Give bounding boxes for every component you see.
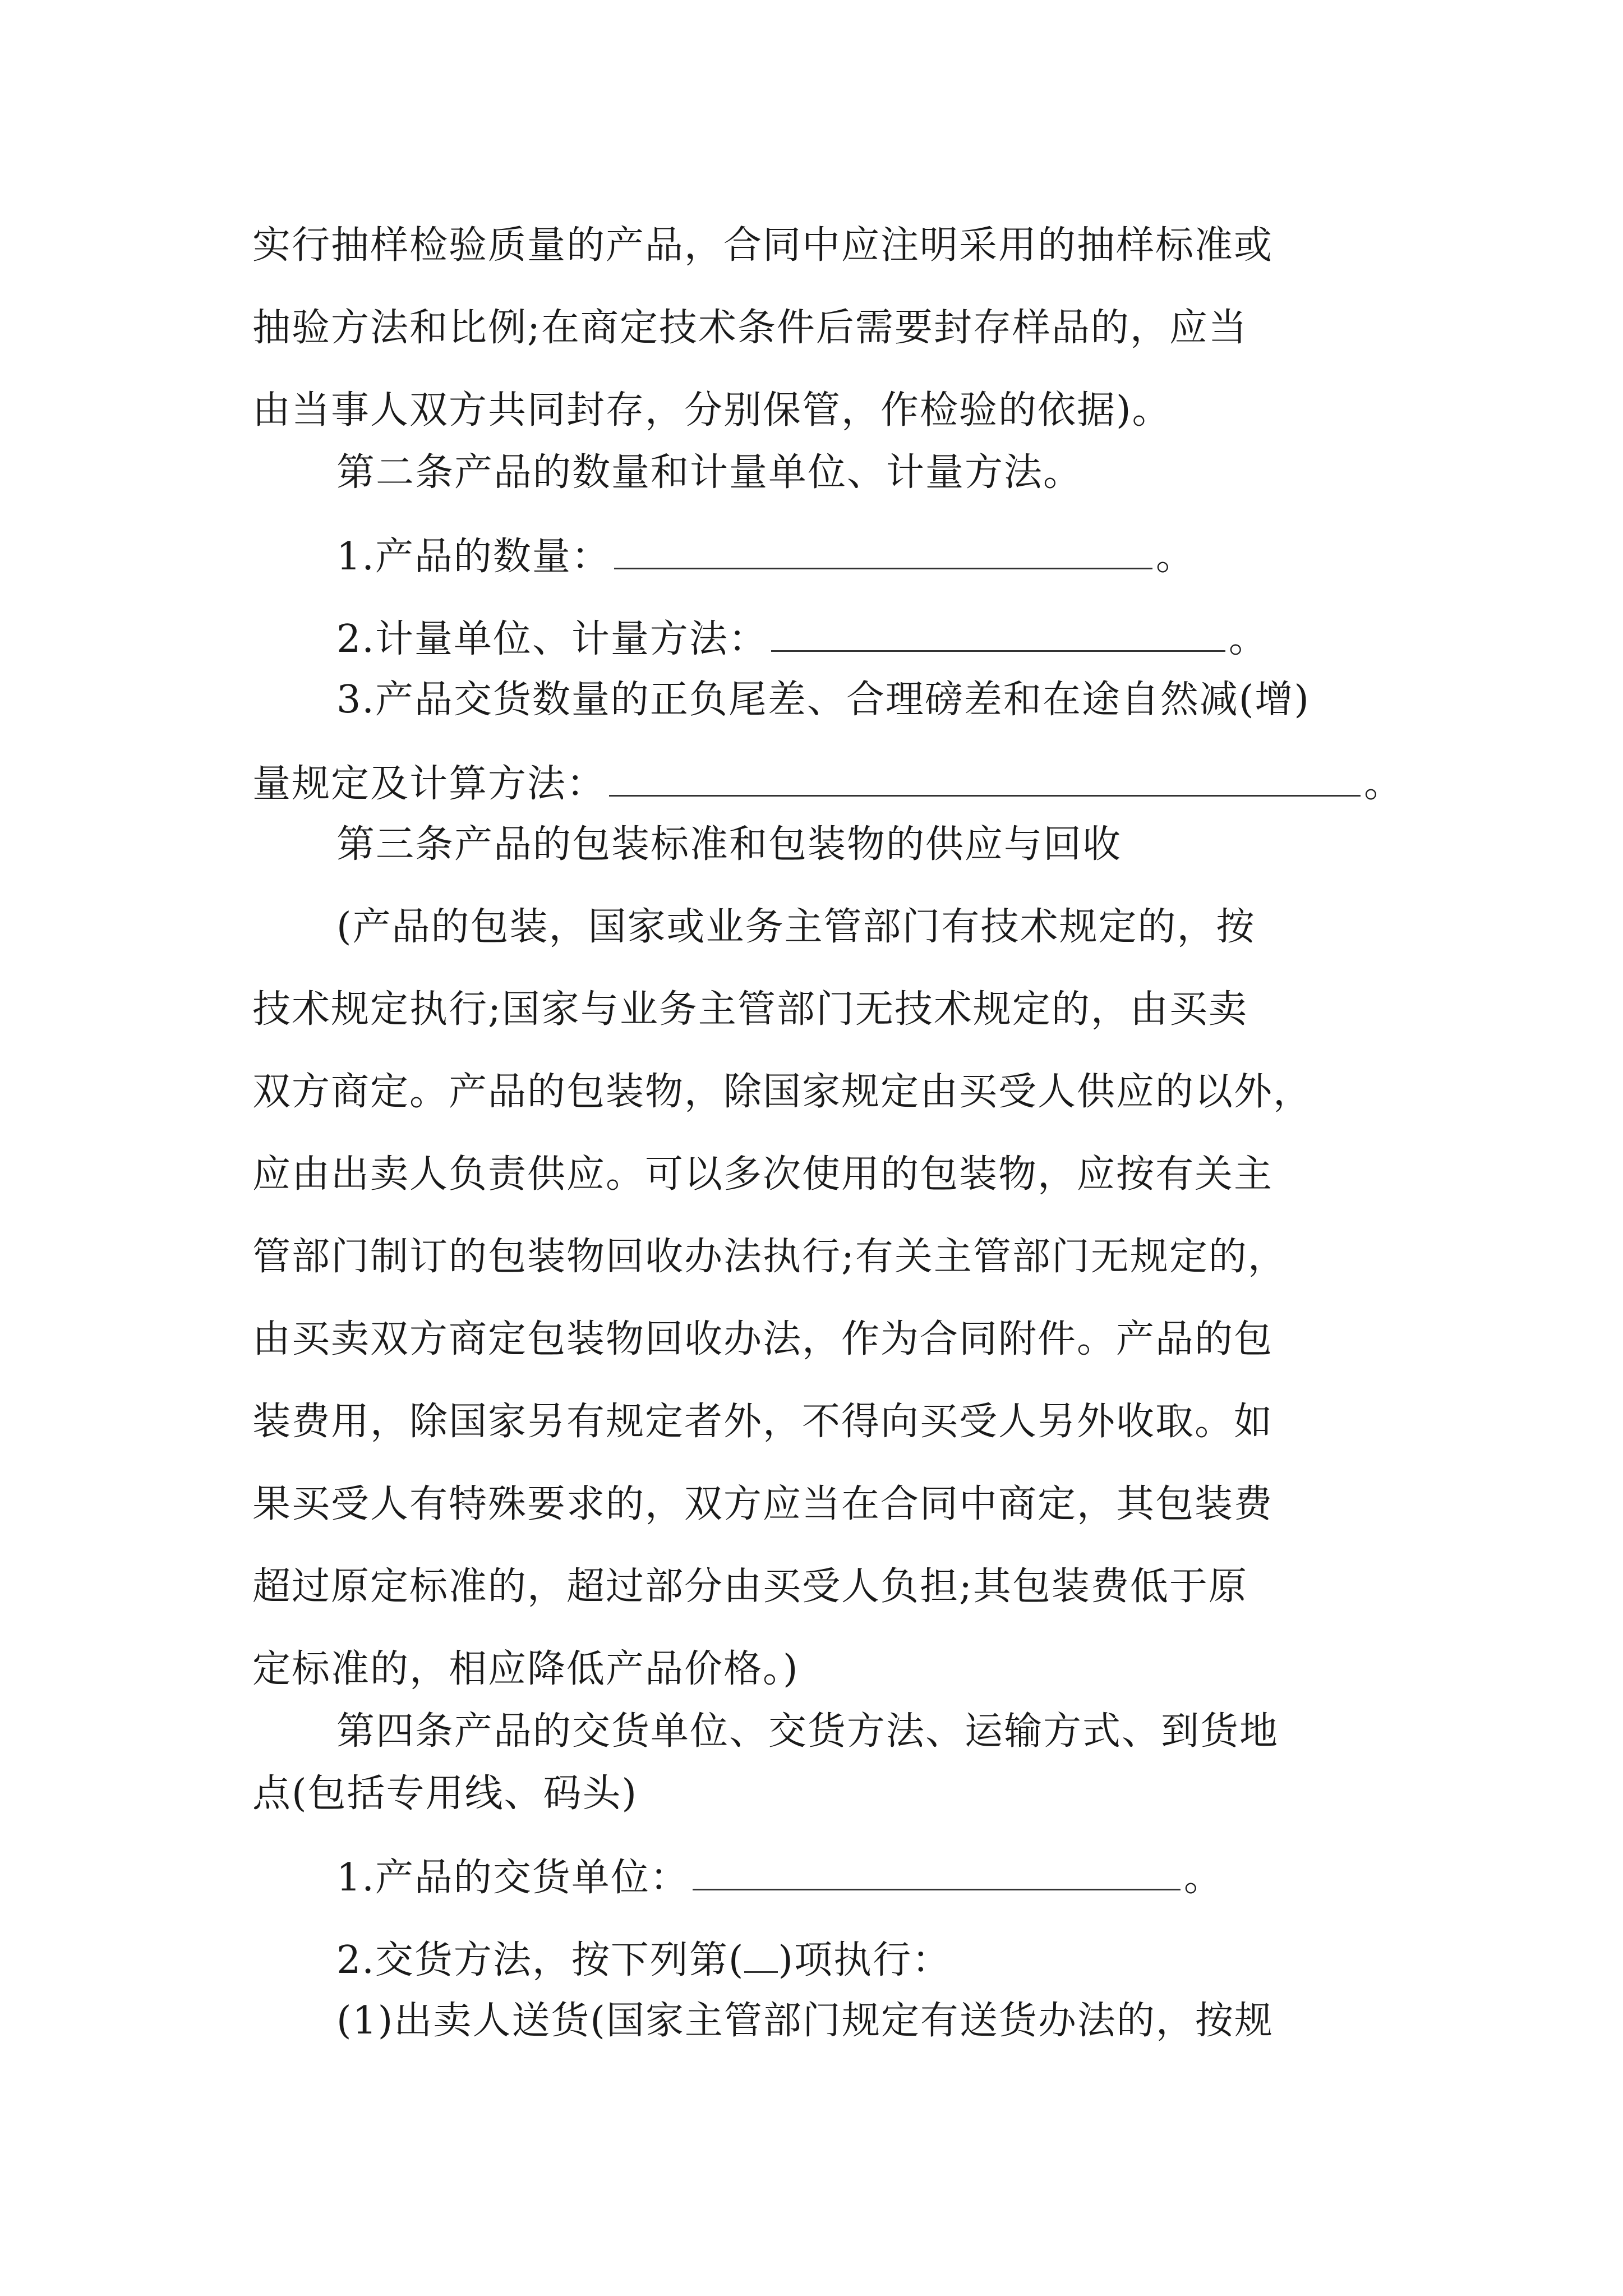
text-line-1: 实行抽样检验质量的产品，合同中应注明采用的抽样标准或 bbox=[252, 223, 1274, 268]
text-line-15: 双方商定。产品的包装物，除国家规定由买受人供应的以外， bbox=[252, 1070, 1313, 1114]
item-end-mark: 。 bbox=[1364, 762, 1404, 806]
text-line-14: 技术规定执行;国家与业务主管部门无技术规定的，由买卖 bbox=[252, 987, 1248, 1032]
text-line-16: 应由出卖人负责供应。可以多次使用的包装物，应按有关主 bbox=[252, 1152, 1274, 1197]
text-line-17: 管部门制订的包装物回收办法执行;有关主管部门无规定的， bbox=[252, 1235, 1287, 1279]
item-label: 2.计量单位、计量方法： bbox=[336, 617, 768, 661]
item-measurement-unit bbox=[336, 615, 1268, 660]
item-label: 1.产品的数量： bbox=[336, 535, 611, 579]
text-line-13: (产品的包装，国家或业务主管部门有技术规定的，按 bbox=[336, 905, 1256, 949]
item-label: 量规定及计算方法： bbox=[252, 762, 606, 806]
text-line-18: 由买卖双方商定包装物回收办法，作为合同附件。产品的包 bbox=[252, 1317, 1274, 1361]
item-delivery-method bbox=[336, 1936, 951, 1981]
fill-in-blank[interactable] bbox=[693, 1854, 1181, 1890]
item-end-mark: 。 bbox=[1155, 535, 1195, 579]
text-line-22: 定标准的，相应降低产品价格。) bbox=[252, 1647, 799, 1691]
item-quantity-tolerance: 3.产品交货数量的正负尾差、合理磅差和在途自然减(增) bbox=[336, 678, 1310, 722]
item-end-mark: 。 bbox=[1228, 617, 1268, 661]
fill-in-blank[interactable] bbox=[614, 533, 1152, 569]
article-3-heading: 第三条产品的包装标准和包装物的供应与回收 bbox=[336, 822, 1122, 867]
text-line-3: 由当事人双方共同封存，分别保管，作检验的依据)。 bbox=[252, 388, 1172, 432]
item-calculation-method bbox=[252, 760, 1403, 805]
item-delivery-unit bbox=[336, 1854, 1223, 1899]
fill-in-blank[interactable] bbox=[609, 760, 1361, 797]
text-line-20: 果买受人有特殊要求的，双方应当在合同中商定，其包装费 bbox=[252, 1482, 1274, 1526]
item-label: 1.产品的交货单位： bbox=[336, 1856, 689, 1900]
item-end-mark: 。 bbox=[1183, 1856, 1223, 1900]
fill-in-blank[interactable] bbox=[744, 1936, 778, 1973]
text-line-19: 装费用，除国家另有规定者外，不得向买受人另外收取。如 bbox=[252, 1400, 1274, 1444]
item-label-end: )项执行： bbox=[778, 1938, 951, 1982]
text-line-2: 抽验方法和比例;在商定技术条件后需要封存样品的，应当 bbox=[252, 306, 1248, 350]
fill-in-blank[interactable] bbox=[771, 615, 1225, 652]
article-2-heading: 第二条产品的数量和计量单位、计量方法。 bbox=[336, 450, 1083, 495]
text-line-21: 超过原定标准的，超过部分由买受人负担;其包装费低于原 bbox=[252, 1565, 1248, 1609]
article-4-heading: 第四条产品的交货单位、交货方法、运输方式、到货地 bbox=[336, 1709, 1279, 1754]
item-label: 2.交货方法，按下列第( bbox=[336, 1938, 745, 1982]
item-product-quantity bbox=[336, 533, 1195, 578]
text-line-29: (1)出卖人送货(国家主管部门规定有送货办法的，按规 bbox=[336, 1999, 1274, 2043]
text-line-24: 点(包括专用线、码头) bbox=[252, 1772, 638, 1816]
